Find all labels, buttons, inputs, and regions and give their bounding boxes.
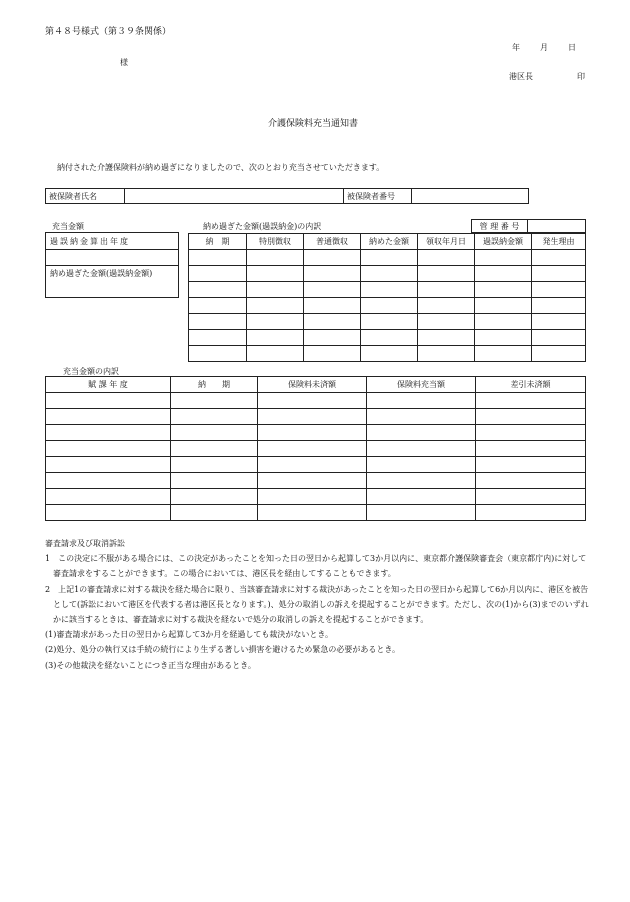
allot-header-cell: 保険料未済額 [258,377,367,393]
calc-year-label: 過誤納金算出年度 [50,237,130,246]
notes-sub-1: (1)審査請求があった日の翌日から起算して3か月を経過しても裁決がないとき。 [45,630,334,640]
date-month-label: 月 [540,43,548,52]
mgmt-number-table [471,219,586,233]
overpaid-amount-label: 納め過ぎた金額(過誤納金額) [50,269,153,278]
allot-table [45,376,586,521]
allot-row [46,457,586,473]
allot-row [46,409,586,425]
mgmt-number-label: 管 理 番 号 [472,220,528,233]
seal-mark: 印 [577,72,585,81]
allot-row [46,441,586,457]
notes-sub-3: (3)その他裁決を経ないことにつき正当な理由があるとき。 [45,660,256,670]
insured-table [45,188,529,204]
insured-name-label: 被保険者氏名 [46,189,125,204]
allot-header-cell: 納 期 [171,377,258,393]
overpay-table [188,233,586,362]
allot-row [46,425,586,441]
form-number: 第４８号様式（第３９条関係） [45,27,172,37]
overpay-row [189,314,586,330]
overpay-header-cell: 過誤納金額 [475,234,532,250]
mgmt-number-field[interactable] [528,220,586,233]
allot-breakdown-label: 充当金額の内訳 [63,367,119,376]
overpay-header-cell: 普通徴収 [304,234,361,250]
allot-amount-label: 充当金額 [52,222,84,231]
overpay-row [189,330,586,346]
intro-text: 納付された介護保険料が納め過ぎになりましたので、次のとおり充当させていただきます。 [57,163,385,172]
overpay-row [189,282,586,298]
overpay-header-cell: 発生理由 [532,234,586,250]
allot-row [46,393,586,409]
overpay-header-cell: 納めた金額 [361,234,418,250]
addressee-suffix: 様 [120,58,128,67]
page-title: 介護保険料充当通知書 [268,119,359,129]
overpay-row [189,250,586,266]
notes-heading: 審査請求及び取消訴訟 [45,539,125,548]
date-year-label: 年 [512,43,520,52]
allot-header-cell: 賦 課 年 度 [46,377,171,393]
notes-item-1: 1 この決定に不服がある場合には、この決定があったことを知った日の翌日から起算して3か月以内に、東京都介護保険審査会（東京都庁内)に対して審査請求をすることができます。この場合においては、港区長を経由してすることもできます。 [45,554,587,579]
allot-header-cell: 差引未済額 [476,377,586,393]
overpay-row [189,298,586,314]
overpay-row [189,346,586,362]
overpay-header-cell: 納 期 [189,234,247,250]
allot-row [46,473,586,489]
allot-row [46,489,586,505]
overpay-header-cell: 特別徴収 [247,234,304,250]
appeal-notes [45,536,590,673]
date-day-label: 日 [568,43,576,52]
overpay-row [189,266,586,282]
allot-header-cell: 保険料充当額 [367,377,476,393]
insured-number-field[interactable] [412,189,529,204]
insured-name-field[interactable] [125,189,344,204]
issuer-name: 港区長 [509,72,533,81]
allot-amount-box [45,232,179,298]
notes-item-2: 2 上記1の審査請求に対する裁決を経た場合に限り、当該審査請求に対する裁決があったことを知った日の翌日から起算して6か月以内に、港区を被告として(訴訟において港区を代表する者は港区長となります。)、処分の取消しの訴えを提起することができます。ただし、次の(1)から(3)までのいずれかに該当するときは、審査請求に対する裁決を経ないで処分の取消しの訴えを提起することができます。 [45,584,589,625]
notes-sub-2: (2)処分、処分の執行又は手続の続行により生ずる著しい損害を避けるため緊急の必要があるとき。 [45,645,401,655]
insured-number-label: 被保険者番号 [344,189,412,204]
overpay-breakdown-label: 納め過ぎた金額(過誤納金)の内訳 [203,222,322,231]
allot-row [46,505,586,521]
overpay-header-cell: 領収年月日 [418,234,475,250]
